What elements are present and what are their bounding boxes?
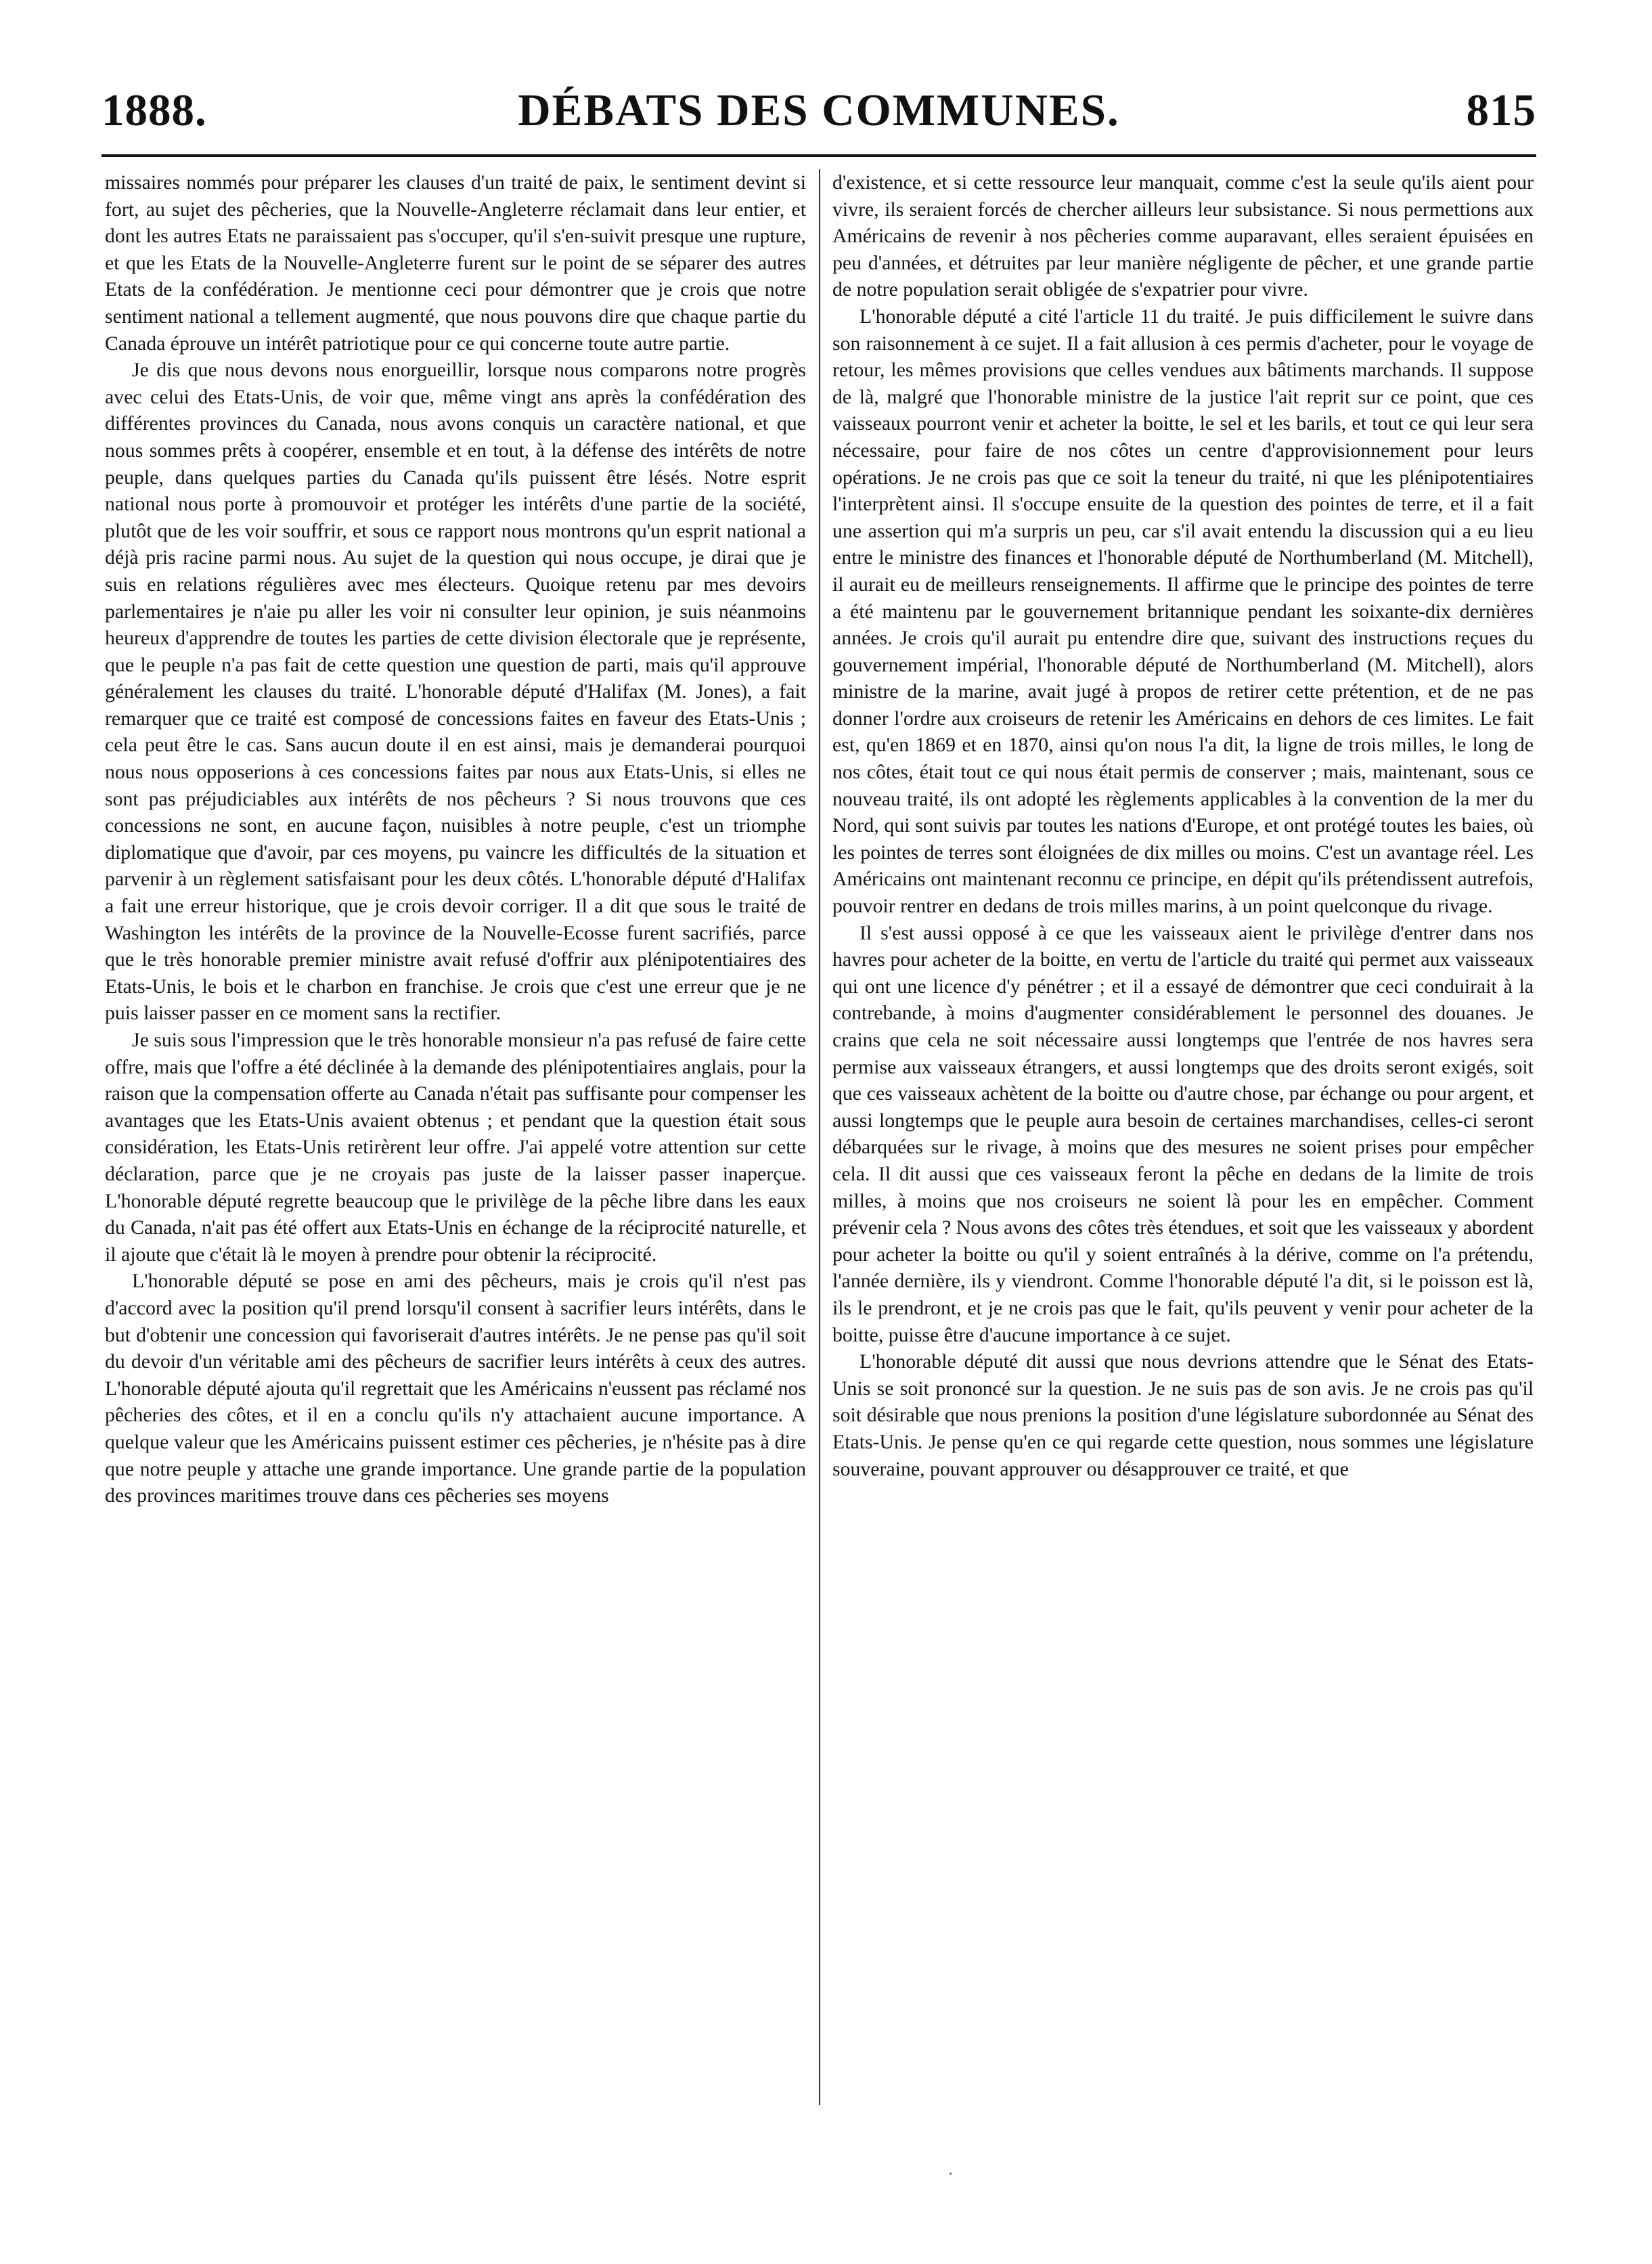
column-right <box>832 169 1534 1482</box>
paragraph: Je dis que nous devons nous enorgueillir, lorsque nous comparons notre progrès avec celui des Etats-Unis, de voir que, même vingt ans après la confédération des différentes provinces du Canada, nous avons conquis un caractère national, et que nous sommes prêts à coopérer, ensemble et en tout, à la défense des intérêts de notre peuple, dans quelques parties du Canada qu'ils puissent être lésés. Notre esprit national nous porte à promouvoir et protéger les intérêts d'une partie de la société, plutôt que de les voir souffrir, et sous ce rapport nous montrons qu'un esprit national a déjà pris racine parmi nous. Au sujet de la question qui nous occupe, je dirai que je suis en relations régulières avec mes électeurs. Quoique retenu par mes devoirs parlementaires je n'aie pu aller les voir ni consulter leur opinion, je suis néanmoins heureux d'apprendre de toutes les parties de cette division électorale que je représente, que le peuple n'a pas fait de cette question une question de parti, mais qu'il approuve généralement les clauses du traité. L'honorable député d'Halifax (M. Jones), a fait remarquer que ce traité est composé de concessions faites en faveur des Etats-Unis ; cela peut être le cas. Sans aucun doute il en est ainsi, mais je demanderai pourquoi nous nous opposerions à ces concessions faites par nous aux Etats-Unis, si elles ne sont pas préjudiciables aux intérêts de nos pêcheurs ? Si nous trouvons que ces concessions ne sont, en aucune façon, nuisibles à notre peuple, c'est un triomphe diplomatique que d'avoir, par ces moyens, pu vaincre les difficultés de la situation et parvenir à un règlement satisfaisant pour les deux côtés. L'honorable député d'Halifax a fait une erreur historique, que je crois devoir corriger. Il a dit que sous le traité de Washington les intérêts de la province de la Nouvelle-Ecosse furent sacrifiés, parce que le très honorable premier ministre avait refusé d'offrir aux plénipotentiaires des Etats-Unis, le bois et le charbon en franchise. Je crois que c'est une erreur que je ne puis laisser passer en ce moment sans la rectifier. <box>105 359 806 1025</box>
header-title: DÉBATS DES COMMUNES. <box>518 85 1120 135</box>
header-year: 1888. <box>102 85 207 135</box>
paragraph: Je suis sous l'impression que le très honorable monsieur n'a pas refusé de faire cette offre, mais que l'offre a été déclinée à la demande des plénipotentiaires anglais, pour la raison que la compensation offerte au Canada n'était pas suffisante pour compenser les avantages que les Etats-Unis avaient obtenus ; et pendant que la question était sous considération, les Etats-Unis retirèrent leur offre. J'ai appelé votre attention sur cette déclaration, parce que je ne croyais pas juste de la laisser passer inaperçue. L'honorable député regrette beaucoup que le privilège de la pêche libre dans les eaux du Canada, n'ait pas été offert aux Etats-Unis en échange de la réciprocité naturelle, et il ajoute que c'était là le moyen à prendre pour obtenir la réciprocité. <box>105 1029 806 1266</box>
paragraph: L'honorable député a cité l'article 11 du traité. Je puis difficilement le suivre dans son raisonnement à ce sujet. Il a fait allusion à ces permis d'acheter, pour le voyage de retour, les mêmes provisions que celles vendues aux bâtiments marchands. Il suppose de là, malgré que l'honorable ministre de la justice l'ait reprit sur ce point, que ces vaisseaux pourront venir et acheter la boitte, le sel et les barils, et tout ce qui leur sera nécessaire, pour faire de nos côtes un centre d'approvisionnement pour leurs opérations. Je ne crois pas que ce soit la teneur du traité, ni que les plénipotentiaires l'interprètent ainsi. Il s'occupe ensuite de la question des pointes de terre, et il a fait une assertion qui m'a surpris un peu, car s'il avait entendu la discussion qui a eu lieu entre le ministre des finances et l'honorable député de Northumberland (M. Mitchell), il aurait eu de meilleurs renseignements. Il affirme que le principe des pointes de terre a été maintenu par le gouvernement britannique pendant les soixante-dix dernières années. Je crois qu'il aurait pu entendre dire que, suivant des instructions reçues du gouvernement impérial, l'honorable député de Northumberland (M. Mitchell), alors ministre de la marine, avait jugé à propos de retirer cette prétention, et de ne pas donner l'ordre aux croiseurs de retenir les Américains en dehors de ces limites. Le fait est, qu'en 1869 et en 1870, ainsi qu'on nous l'a dit, la ligne de trois milles, le long de nos côtes, était tout ce qui nous était permis de conserver ; mais, maintenant, sous ce nouveau traité, ils ont adopté les règlements applicables à la convention de la mer du Nord, qui sont suivis par toutes les nations d'Europe, et ont protégé toutes les baies, où les pointes de terres sont éloignées de dix milles ou moins. C'est un avantage réel. Les Américains ont maintenant reconnu ce principe, en dépit qu'ils prétendissent autrefois, pouvoir rentrer en dedans de trois milles marins, à un point quelconque du rivage. <box>832 305 1534 918</box>
paragraph: Il s'est aussi opposé à ce que les vaisseaux aient le privilège d'entrer dans nos havres pour acheter de la boitte, en vertu de l'article du traité qui permet aux vaisseaux qui ont une licence d'y pénétrer ; et il a essayé de démontrer que ceci conduirait à la contrebande, à moins d'augmenter considérablement le personnel des douanes. Je crains que cela ne soit nécessaire aussi longtemps que l'entrée de nos havres sera permise aux vaisseaux étrangers, et aussi longtemps que des droits seront exigés, soit que ces vaisseaux achètent de la boitte ou d'autre chose, par échange ou pour argent, et aussi longtemps que le peuple aura besoin de certaines marchandises, celles-ci seront débarquées sur le rivage, à moins que des mesures ne soient prises pour empêcher cela. Il dit aussi que ces vaisseaux feront la pêche en dedans de la limite de trois milles, à moins que nos croiseurs ne soient là pour les en empêcher. Comment prévenir cela ? Nous avons des côtes très étendues, et soit que les vaisseaux y abordent pour acheter la boitte ou qu'il y soient entraînés à la dérive, comme on l'a prétendu, l'année dernière, ils y viendront. Comme l'honorable député l'a dit, si le poisson est là, ils le prendront, et je ne crois pas que le fait, qu'ils peuvent y venir pour acheter de la boitte, puisse être d'aucune importance à ce sujet. <box>832 921 1534 1346</box>
header-page-number: 815 <box>1466 85 1536 135</box>
column-left <box>105 169 806 1509</box>
paragraph: L'honorable député se pose en ami des pêcheurs, mais je crois qu'il n'est pas d'accord avec la position qu'il prend lorsqu'il consent à sacrifier leurs intérêts, dans le but d'obtenir une concession qui favoriserait d'autres intérêts. Je ne pense pas qu'il soit du devoir d'un véritable ami des pêcheurs de sacrifier leurs intérêts à ceux des autres. L'honorable député ajouta qu'il regrettait que les Américains n'eussent pas réclamé nos pêcheries des côtes, et il en a conclu qu'ils n'y attachaient aucune importance. A quelque valeur que les Américains puissent estimer ces pêcheries, je n'hésite pas à dire que notre peuple y attache une grande importance. Une grande partie de la population des provinces maritimes trouve dans ces pêcheries ses moyens <box>105 1270 806 1507</box>
paragraph: d'existence, et si cette ressource leur manquait, comme c'est la seule qu'ils aient pour vivre, ils seraient forcés de chercher ailleurs leur subsistance. Si nous permettions aux Américains de revenir à nos pêcheries comme auparavant, elles seraient épuisées en peu d'années, et détruites par leur manière négligente de pêcher, et une grande partie de notre population serait obligée de s'expatrier pour vivre. <box>832 171 1534 301</box>
paragraph: L'honorable député dit aussi que nous devrions attendre que le Sénat des Etats-Unis se soit prononcé sur la question. Je ne suis pas de son avis. Je ne crois pas qu'il soit désirable que nous prenions la position d'une législature subordonnée au Sénat des Etats-Unis. Je pense qu'en ce qui regarde cette question, nous sommes une législature souveraine, pouvant approuver ou désapprouver ce traité, et que <box>832 1350 1534 1480</box>
page-header <box>102 80 1536 141</box>
header-rule <box>102 154 1536 157</box>
paragraph: missaires nommés pour préparer les clauses d'un traité de paix, le sentiment devint si fort, au sujet des pêcheries, que la Nouvelle-Angleterre réclamait dans leur entier, et dont les autres Etats ne paraissaient pas s'occuper, qu'il s'en-suivit presque une rupture, et que les Etats de la Nouvelle-Angleterre furent sur le point de se séparer des autres Etats de la confédération. Je mentionne ceci pour démontrer que je crois que notre sentiment national a tellement augmenté, que nous pouvons dire que chaque partie du Canada éprouve un intérêt patriotique pour ce qui concerne toute autre partie. <box>105 171 806 355</box>
scan-speck <box>950 2173 952 2175</box>
column-divider <box>819 169 820 2105</box>
